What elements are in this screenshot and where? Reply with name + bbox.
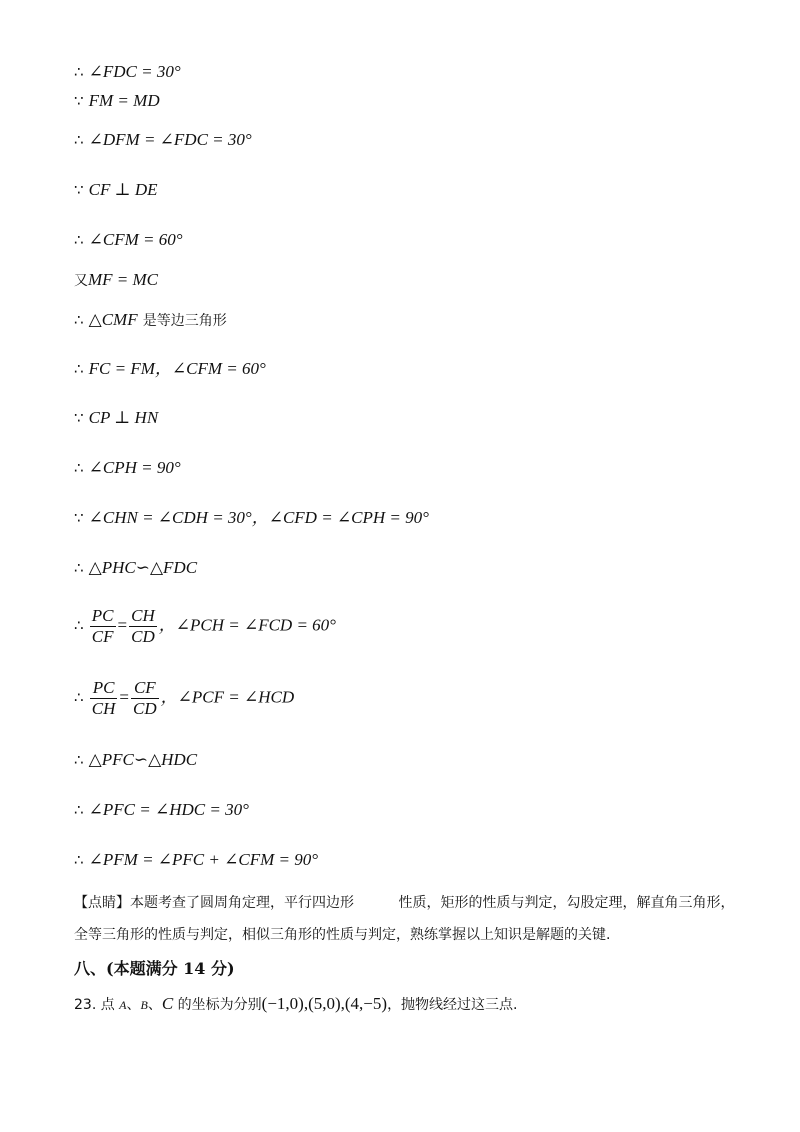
section-heading: 八、(本题满分 14 分) <box>74 959 235 978</box>
proof-step: ∴ ∠CPH = 90° <box>74 458 181 477</box>
question-23: 23. 点 A、B、C 的坐标为分别(−1,0),(5,0),(4,−5)，抛物线经过这三点. <box>74 994 518 1013</box>
proof-step: ∴ ∠CFM = 60° <box>74 230 183 249</box>
proof-step: ∴ ∠FDC = 30° <box>74 62 181 81</box>
proof-step: ∵ FM = MD <box>74 91 160 110</box>
proof-step: ∵ CF ⊥ DE <box>74 180 158 199</box>
proof-step: ∵ ∠CHN = ∠CDH = 30°，∠CFD = ∠CPH = 90° <box>74 508 429 527</box>
fraction-step: ∴ $\frac{PC}{CH}$ = $\frac{CF}{CD}$ ，∠PCF = ∠HCD <box>74 678 295 718</box>
proof-step: ∴ ∠DFM = ∠FDC = 30° <box>74 130 252 149</box>
proof-step: 又MF = MC <box>74 270 159 289</box>
comment-line-1: 【点睛】本题考查了圆周角定理，平行四边形 性质，矩形的性质与判定，勾股定理，解直角三角形， <box>74 895 735 911</box>
fraction-step: ∴ $\frac{PC}{CF}$ = $\frac{CH}{CD}$ ，∠PCH = ∠FCD = 60° <box>74 606 336 646</box>
proof-step: ∴ △PHC∽△FDC <box>74 558 198 577</box>
proof-step: ∴ ∠PFM = ∠PFC + ∠CFM = 90° <box>74 850 319 869</box>
proof-step: ∴ ∠PFC = ∠HDC = 30° <box>74 800 249 819</box>
proof-step: ∴ FC = FM，∠CFM = 60° <box>74 359 266 378</box>
proof-step: ∴ △PFC∽△HDC <box>74 750 198 769</box>
comment-line-2: 全等三角形的性质与判定，相似三角形的性质与判定，熟练掌握以上知识是解题的关键. <box>74 927 611 943</box>
proof-step: ∴ △CMF 是等边三角形 <box>74 310 227 329</box>
proof-step: ∵ CP ⊥ HN <box>74 408 159 427</box>
